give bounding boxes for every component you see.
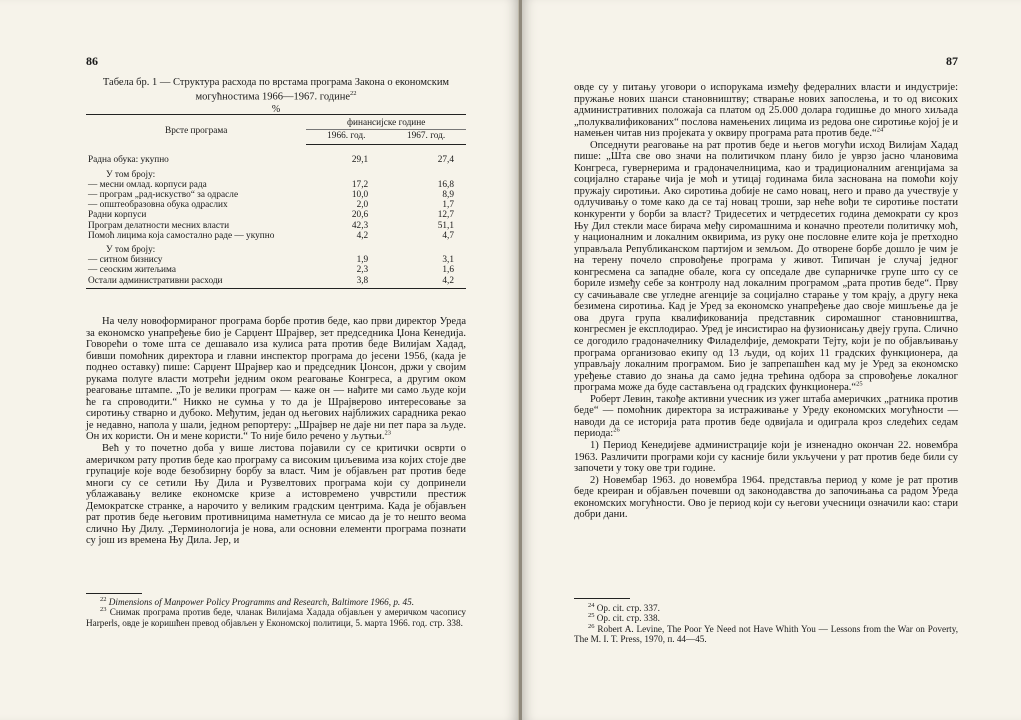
value-1966: 1,9 (356, 255, 369, 266)
row-label: Програм делатности месних власти (88, 220, 230, 231)
footnote-rule (574, 598, 630, 599)
footnote-ref: 23 (384, 429, 391, 437)
table-row (86, 180, 466, 190)
row-label: — ситном бизнису (88, 255, 163, 266)
row-label: Радна обука: укупно (88, 155, 169, 166)
value-1967 (386, 166, 466, 180)
value-1966: 29,1 (351, 155, 369, 166)
paragraph: 2) Новембар 1963. до новембра 1964. представља период у коме је рат против беде креиран и објављен почевши од законодавства до започињања са радом Уреда економских могућности. Ово је период који су његови учесници означили као: стари добри дани. (574, 474, 958, 521)
value-1966: 2,3 (356, 265, 369, 276)
table-row (86, 276, 466, 289)
row-label: Помоћ лицима која самостално раде — укупно (88, 230, 275, 241)
value-1966 (306, 241, 386, 255)
table-row (86, 241, 466, 255)
value-1966 (306, 166, 386, 180)
table-row (86, 166, 466, 180)
table-unit: % (271, 103, 281, 115)
paragraph: Роберт Левин, такође активни учесник из ужег штаба америчких „ратника против беде“ — помоћник директора за истраживање у Уреду економских могућности — наводи да се историја рата против беде одвијала и одиграла кроз следећих седам периода:$^{26}$ (574, 393, 958, 440)
footnote: $^{22}$ Dimensions of Manpower Policy Programms and Research, Baltimore 1966, p. 45. (100, 595, 414, 607)
footnotes-left (86, 597, 466, 628)
footnote: $^{23}$ Снимак програма против беде, чланак Вилијама Хадада објављен у америчком часопису Harperls, овде је коришћен превод објављен у Економској политици, 5. марта 1966. год. стр. 338. (86, 606, 466, 628)
table-row (86, 231, 466, 241)
row-label: — сеоским житељима (88, 265, 176, 276)
value-1967: 27,4 (437, 155, 454, 166)
value-1967: 12,7 (437, 210, 454, 221)
row-label: У том броју: (106, 169, 156, 180)
value-1966: 2,0 (356, 200, 369, 211)
table-row (86, 210, 466, 220)
paragraph: Опседнути реаговање на рат против беде и његов могући исход Вилијам Хадад пише: „Шта све ово значи на политичком плану било је уврзо јасно члановима Конгреса, гувернерима и градоначелницима, као и традиционалним агенцијама за социјално старање чија је моћ и утицај годинама била заснована на помоћи коју пружају сиротињи. Ако сиротиња добије не само новац, него и право да учествује у одлучивању о томе како да се тај новац троши, зар неће вођи те сиротиње постати конкуренти у борби за власт? Тридесетих и четрдесетих година демократи су кроз Њу Дил стекли масе бирача међу сиромашнима и коначно преотели политичку моћ, у националним и локалним оквирима, из руку оне пословне елите која је претходно управљала Републиканском партијом и земљом. До отворене борбе дошло је чим је на терену почело спровођење програма у живот. Типичан је случај једног конгресмена са западне обале, кога су опседале две супарничке групе што су се бориле између себе за контролу над локалним програмом „рата против беде“. Прву су сачињавале све угледне агенције за социјално старање у том крају, а другу нека безимена сиротиња. Кад је Уред за економско унапређење дао своје мишљење да је ова друга група квалификованија представник сиромашног становништва, конгресмен је експлодирао. Уред је инсистирао на фузионисању двеју група. Слично се догодило градоначелнику Филаделфије, демократи Тејту, који је по објављивању програма организовао екипу од 13 људи, од којих 11 градских функционера, да управљају локалним програмом. Био је запрепашћен кад му је Уред за економско уређење ставио до знања да само једна трећина одбора за спровођење локалног програма може да буде састављена од градских функционера.“$^{25}$ (574, 139, 958, 394)
column-header-program: Врсте програма (86, 115, 306, 145)
table-row (86, 190, 466, 200)
value-1967: 1,6 (442, 265, 454, 276)
paragraph: Већ у то почетно доба у више листова појавили су се критички осврти о америчком рату против беде као програму са високим циљевима иза којих стоје две групације које воде безобзирну борбу за власт. Чим је објављен рат против беде многи су се сетили Њу Дила и Рузвелтових програма који су допринели ублажавању велике економске кризе а истовремено учврстили престиж Демократске странке, а нарочито у великим градским центрима. Када је објављен рат против беде његовим противницима наметнула се мисао да је то нешто веома слично Њу Дилу. „Терминологија је нова, али основни елементи програма познати су још из времена Њу Дила. Јер, и (86, 443, 466, 547)
table-caption-note: 22 (350, 90, 357, 97)
value-1966: 3,8 (306, 276, 386, 289)
footnote: $^{24}$ Op. cit. стр. 337. (588, 601, 660, 613)
value-1966: 17,2 (351, 179, 369, 190)
row-label: У том броју: (106, 245, 156, 256)
value-1966: 4,2 (356, 230, 369, 241)
paragraph: На челу новоформираног програма борбе против беде, као први директор Уреда за економско унапређење био је Сарџент Шрајвер, зет председника Џона Кенедија. Говорећи о томе шта се дешавало иза кулиса рата против беде Вилијам Хадад, бивши помоћник директора и главни инспектор програма до јесени 1956, (када је поднео оставку) пише: Сарџент Шрајвер као и председник Џонсон, држи у својим рукама полуге власти мотрећи једним оком реаговање Конгреса, а другим оком реаговање штампе. „То је велики програм — каже он — нађите ми само људе који ће га спроводити.“ Никко не сумња у то да је Шрајверово интересовање за сиротињу стварно и дубоко. Међутим, један од његових најближих сарадника рекао је недавно, напола у шали, једном репортеру: „Шрајвер не даје ни пет пара за људе. Он их користи. Он и мене користи.“ То није било речено у љутњи.$^{23}$ (86, 316, 466, 443)
value-1967: 51,1 (437, 220, 454, 231)
value-1967: 16,8 (437, 179, 454, 190)
table-row (86, 255, 466, 265)
table-row (86, 265, 466, 275)
row-label: Остали административни расходи (86, 276, 306, 289)
table-row (86, 145, 466, 166)
footnote-ref: 26 (613, 426, 620, 434)
footnote: $^{26}$ Robert A. Levine, The Poor Ye Need not Have Whith You — Lessons from the War on Poverty, The M. I. T. Press, 1970, п. 44—45. (574, 622, 959, 644)
row-label: — месни омлад. корпуси рада (88, 179, 207, 190)
value-1967: 4,7 (442, 230, 454, 241)
right-page (522, 0, 1021, 720)
page-number-left: 86 (86, 54, 98, 68)
page-number-right: 87 (946, 54, 958, 68)
table-caption-text: Табела бр. 1 — Структура расхода по врстама програма Закона о економским могућностима 1966—1967. године (102, 77, 450, 103)
row-label: — општеобразовна обука одраслих (88, 200, 228, 211)
value-1966: 42,3 (351, 220, 369, 231)
value-1966: 20,6 (351, 210, 369, 221)
value-1967: 4,2 (386, 276, 466, 289)
expenditure-table (86, 114, 466, 289)
table-row (86, 221, 466, 231)
value-1967: 1,7 (442, 200, 454, 211)
value-1967 (386, 241, 466, 255)
value-1967: 3,1 (442, 255, 454, 266)
table-row (86, 200, 466, 210)
right-body-text (574, 82, 958, 521)
footnote-ref: 25 (856, 380, 863, 388)
value-1966: 10,0 (351, 190, 369, 201)
paragraph: 1) Период Кенедијеве администрације који је изненадно окончан 22. новембра 1963. Различити програми који су касније били укључени у рат против беде били су започети у току ове три године. (574, 439, 958, 475)
table-body (86, 145, 466, 288)
footnote-rule (86, 593, 142, 594)
column-header-fiscal-years: финансијске године (306, 115, 466, 130)
footnotes-right (574, 603, 958, 644)
row-label: Радни корпуси (88, 210, 147, 221)
footnote: $^{25}$ Op. cit. стр. 338. (588, 612, 660, 624)
footnote-ref: 24 (876, 126, 884, 134)
table-caption (86, 77, 466, 115)
left-body-text (86, 316, 466, 547)
column-header-1966: 1966. год. (306, 130, 386, 145)
value-1967: 8,9 (442, 190, 454, 201)
row-label: — програм „рад-искуство“ за одрасле (88, 190, 239, 201)
column-header-1967: 1967. год. (386, 130, 466, 145)
paragraph: овде су у питању уговори о испорукама између федералних власти и индустрије: пружање нових шанси становништву; стварање нових запослења, и то од високих административних положаја са платом од 25.000 долара годишње до много хиљада „полуквалификованих“ послова намењених лицима из редова оне сиротиње којој је и намењен читав низ пројеката у оквиру програма рата против беде.“$^{24}$ (574, 82, 958, 140)
